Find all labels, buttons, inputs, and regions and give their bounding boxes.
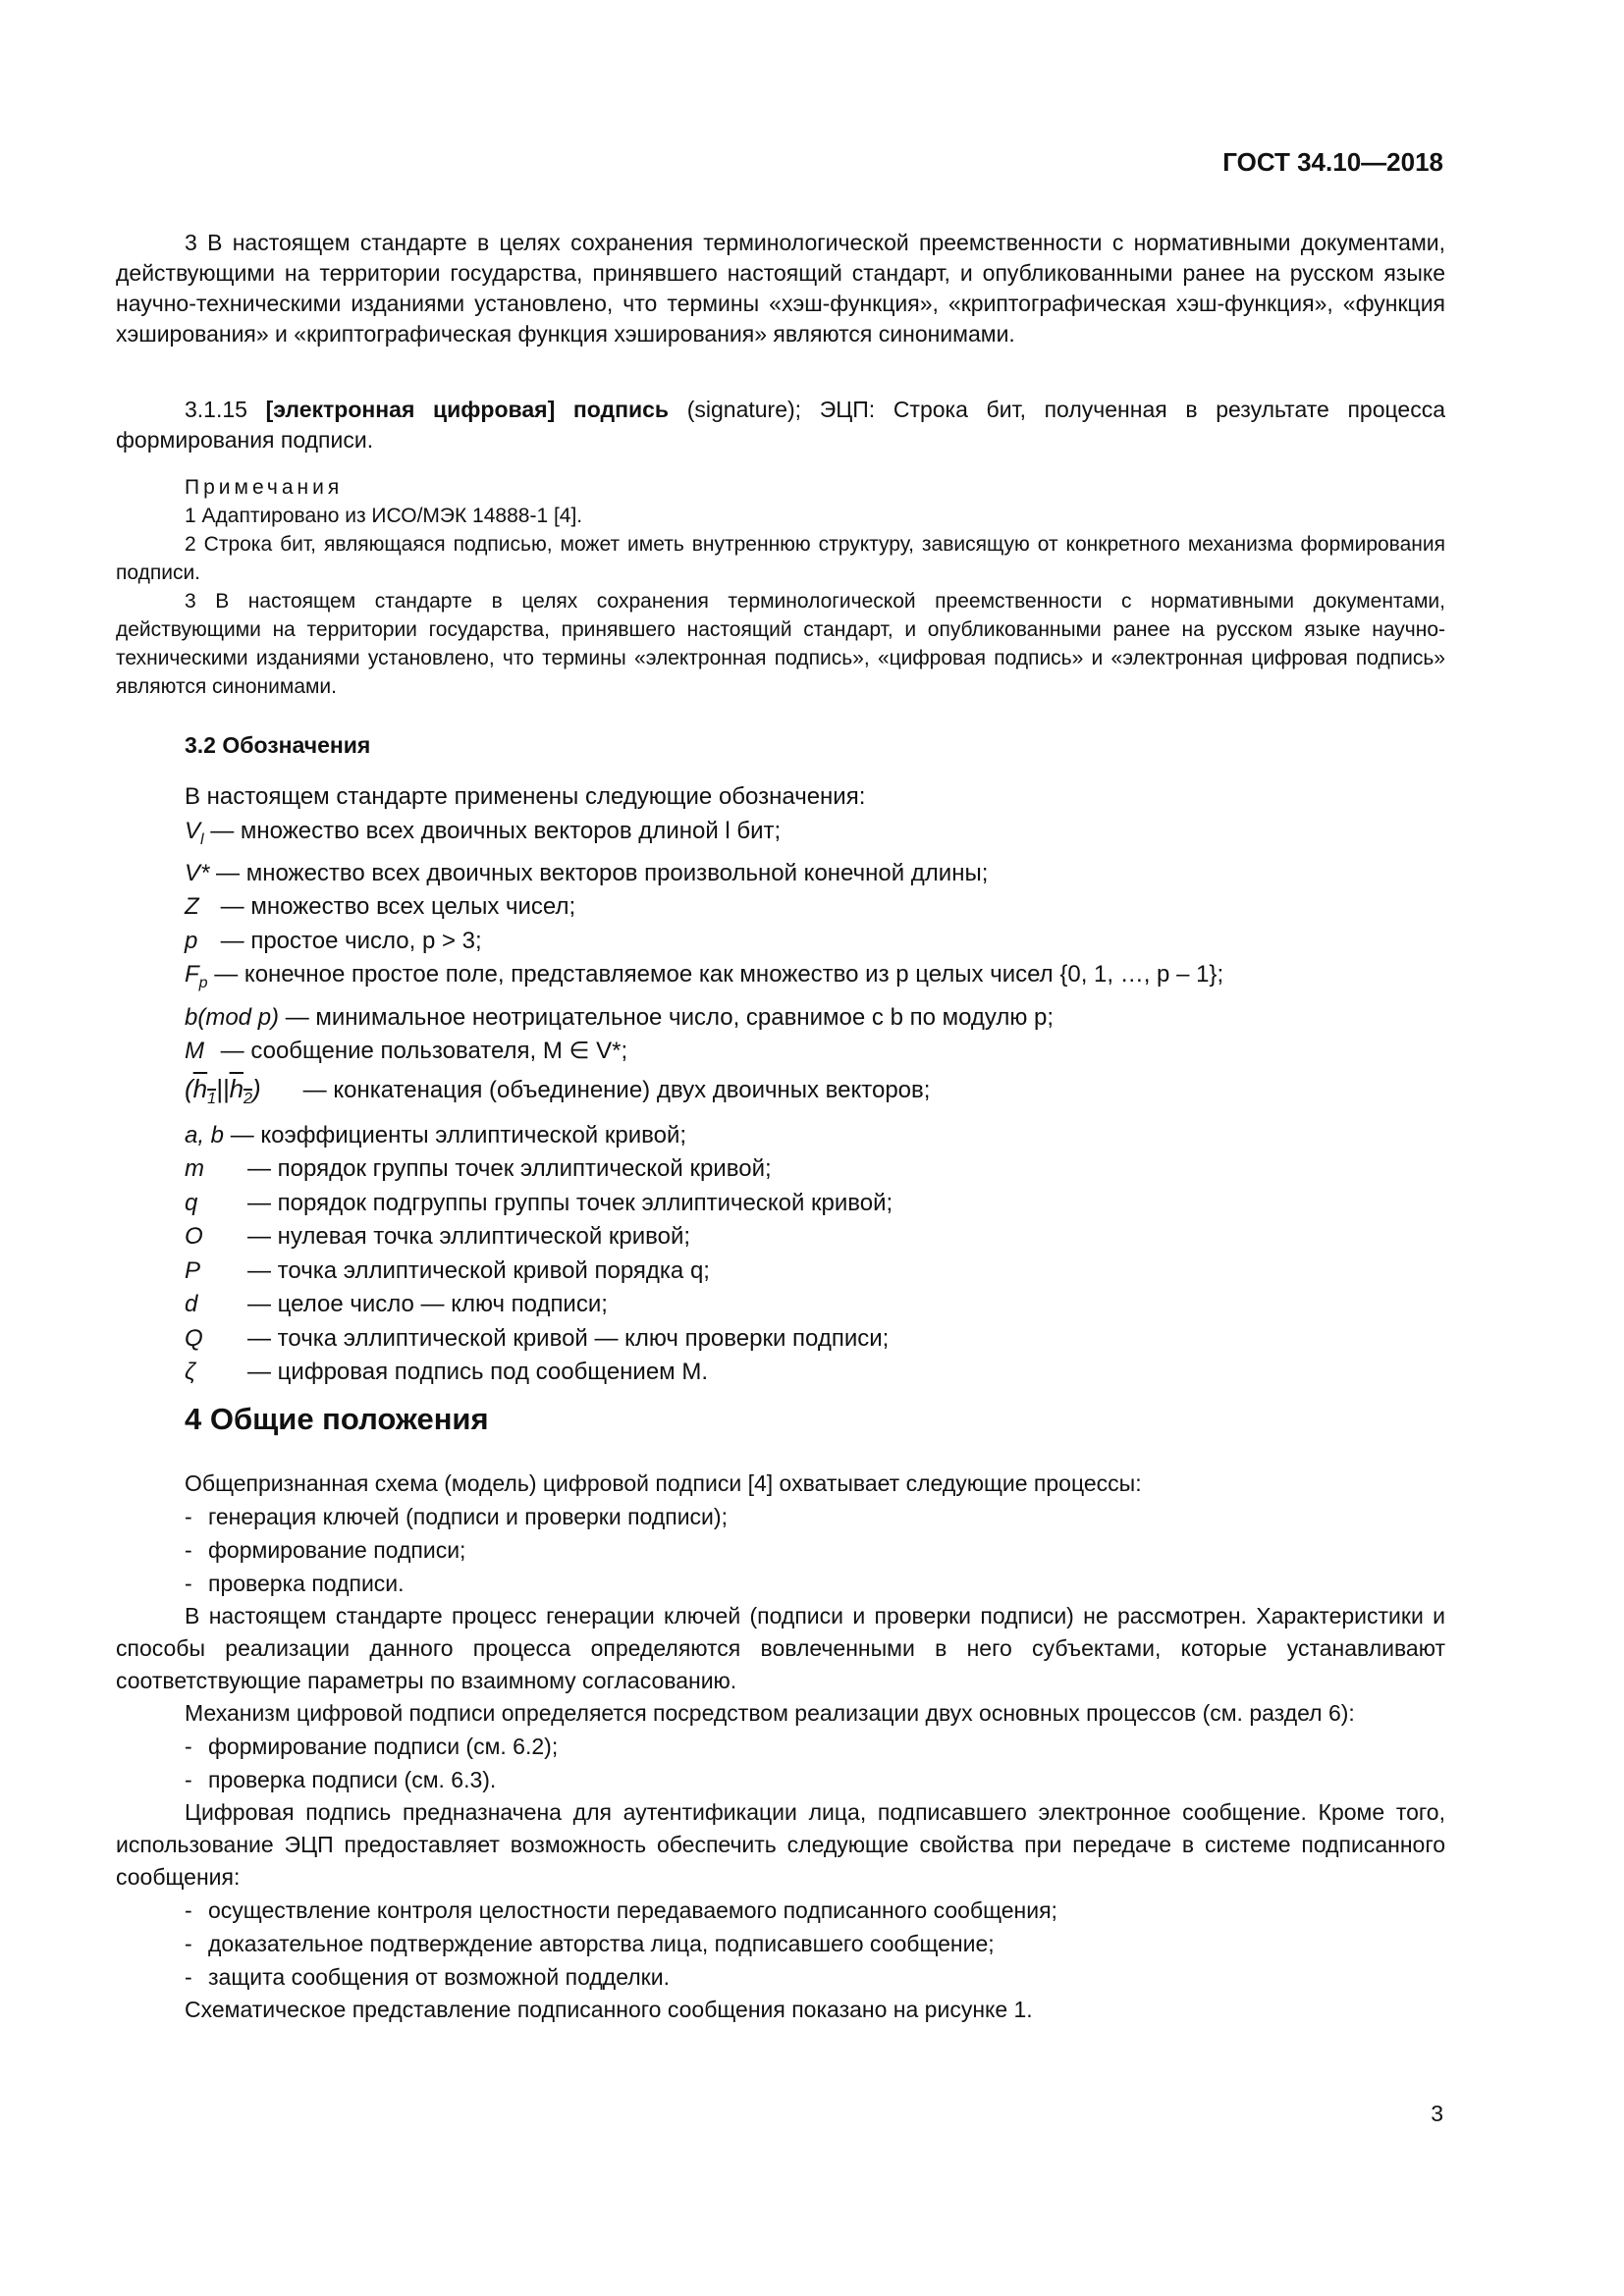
section-4	[116, 1402, 1445, 2026]
symbol-row	[116, 1035, 1445, 1069]
symbol: Z	[185, 893, 199, 921]
symbol-desc: — порядок подгруппы группы точек эллиптической кривой;	[247, 1189, 893, 1216]
symbol-row	[116, 1001, 1445, 1036]
section-heading: 4 Общие положения	[185, 1402, 489, 1436]
symbol: d	[185, 1291, 198, 1318]
notes-block	[116, 473, 1445, 701]
symbol: $F_p$	[185, 961, 208, 992]
symbol-desc: — минимальное неотрицательное число, сравнимое с b по модулю p;	[285, 1003, 1055, 1031]
symbol-desc: — точка эллиптической кривой — ключ проверки подписи;	[247, 1324, 890, 1352]
symbol-desc: — множество всех двоичных векторов произвольной конечной длины;	[216, 859, 989, 886]
symbol-row	[116, 1069, 1445, 1119]
symbol-row	[116, 890, 1445, 925]
symbol-row	[116, 857, 1445, 891]
symbol-desc: — конечное простое поле, представляемое как множество из p целых чисел {0, 1, …, p – 1};	[214, 961, 1224, 988]
symbol-desc: — сообщение пользователя, M ∈ V*;	[220, 1038, 628, 1065]
note-item: 1 Адаптировано из ИСО/МЭК 14888-1 [4].	[185, 505, 583, 527]
list-item: - проверка подписи.	[185, 1571, 405, 1596]
symbol-row	[116, 1119, 1445, 1153]
symbol: b(mod p)	[185, 1003, 280, 1031]
note-hash-synonyms	[116, 228, 1445, 349]
section-3-2	[116, 732, 1445, 1390]
section-heading: 3.2 Обозначения	[185, 732, 371, 758]
symbol-desc: — конкатенация (объединение) двух двоичных векторов;	[302, 1076, 931, 1103]
symbol-desc: — целое число — ключ подписи;	[247, 1291, 608, 1318]
symbol-row	[116, 1152, 1445, 1187]
symbol: q	[185, 1189, 198, 1216]
concatenation-symbol: $(h_1||h_2)$	[185, 1073, 261, 1107]
notes-title: Примечания	[185, 476, 344, 499]
term-3-1-15	[116, 395, 1445, 455]
symbol-desc: — множество всех целых чисел;	[220, 893, 576, 921]
symbol: V*	[185, 859, 210, 886]
standard-header: ГОСТ 34.10—2018	[1222, 147, 1443, 177]
note-item: 3 В настоящем стандарте в целях сохранения терминологической преемственности с нормативными документами, действующими на территории государства, принявшего настоящий стандарт, и опубликованными ранее на русском языке научно-техническими изданиями установлено, что термины «электронная подпись», «цифровая подпись» и «электронная цифровая подпись» являются синонимами.	[116, 590, 1445, 698]
symbol-desc: — коэффициенты эллиптической кривой;	[230, 1121, 687, 1148]
symbol-row	[116, 1255, 1445, 1289]
symbol-desc: — множество всех двоичных векторов длиной l бит;	[210, 817, 782, 844]
symbol-desc: — простое число, p > 3;	[220, 927, 482, 954]
paragraph: Цифровая подпись предназначена для аутентификации лица, подписавшего электронное сообщение. Кроме того, использование ЭЦП предоставляет возможность обеспечить следующие свойства при передаче в системе подписанного сообщения:	[116, 1799, 1445, 1890]
symbol-row	[116, 815, 1445, 857]
symbol-desc: — цифровая подпись под сообщением M.	[247, 1359, 709, 1386]
term-number: 3.1.15	[185, 397, 247, 422]
list-item: - осуществление контроля целостности передаваемого подписанного сообщения;	[185, 1897, 1057, 1923]
symbol-row	[116, 1322, 1445, 1357]
list-item: - формирование подписи;	[185, 1537, 466, 1563]
processes-intro: Общепризнанная схема (модель) цифровой подписи [4] охватывает следующие процессы:	[185, 1470, 1142, 1496]
note-item: 2 Строка бит, являющаяся подписью, может иметь внутреннюю структуру, зависящую от конкретного механизма формирования подписи.	[116, 533, 1445, 584]
paragraph: В настоящем стандарте процесс генерации ключей (подписи и проверки подписи) не рассмотрен. Характеристики и способы реализации данного процесса определяются вовлеченными в него субъектами, которые устанавливают соответствующие параметры по взаимному согласованию.	[116, 1603, 1445, 1693]
paragraph: Механизм цифровой подписи определяется посредством реализации двух основных процессов (см. раздел 6):	[185, 1700, 1355, 1726]
list-item: - доказательное подтверждение авторства лица, подписавшего сообщение;	[185, 1931, 995, 1956]
symbol: m	[185, 1155, 204, 1183]
symbol-row	[116, 1187, 1445, 1221]
term-definition-text: (signature); ЭЦП: Строка бит, полученная в результате процесса формирования подписи.	[116, 397, 1445, 453]
symbol-row	[116, 1356, 1445, 1390]
paragraph: 3 В настоящем стандарте в целях сохранения терминологической преемственности с нормативными документами, действующими на территории государства, принявшего настоящий стандарт, и опубликованными ранее на русском языке научно-техническими изданиями установлено, что термины «хэш-функция», «криптографическая хэш-функция», «функция хэширования» и «криптографическая функция хэширования» являются синонимами.	[116, 230, 1445, 347]
paragraph: Схематическое представление подписанного сообщения показано на рисунке 1.	[185, 1997, 1033, 2022]
symbol-row	[116, 925, 1445, 959]
symbol-row	[116, 1288, 1445, 1322]
symbol: p	[185, 927, 198, 954]
symbol: ζ	[185, 1359, 196, 1386]
list-item: - защита сообщения от возможной подделки.	[185, 1964, 670, 1990]
list-item: - проверка подписи (см. 6.3).	[185, 1767, 497, 1792]
term-name: [электронная цифровая] подпись	[265, 397, 670, 422]
symbol-row	[116, 958, 1445, 1000]
symbol: Q	[185, 1324, 203, 1352]
list-item: - формирование подписи (см. 6.2);	[185, 1734, 559, 1759]
symbol: P	[185, 1256, 201, 1284]
symbol: O	[185, 1223, 203, 1251]
term-definition	[116, 395, 1445, 455]
symbol: M	[185, 1038, 204, 1065]
page-number: 3	[1431, 2101, 1443, 2126]
symbol-desc: — порядок группы точек эллиптической кривой;	[247, 1155, 772, 1183]
list-item: - генерация ключей (подписи и проверки подписи);	[185, 1504, 728, 1529]
symbol-desc: — точка эллиптической кривой порядка q;	[247, 1256, 710, 1284]
symbol-desc: — нулевая точка эллиптической кривой;	[247, 1223, 691, 1251]
symbol: $V_l$	[185, 817, 204, 848]
symbol: a, b	[185, 1121, 225, 1148]
symbol-row	[116, 1220, 1445, 1255]
symbols-intro: В настоящем стандарте применены следующие обозначения:	[185, 783, 866, 810]
